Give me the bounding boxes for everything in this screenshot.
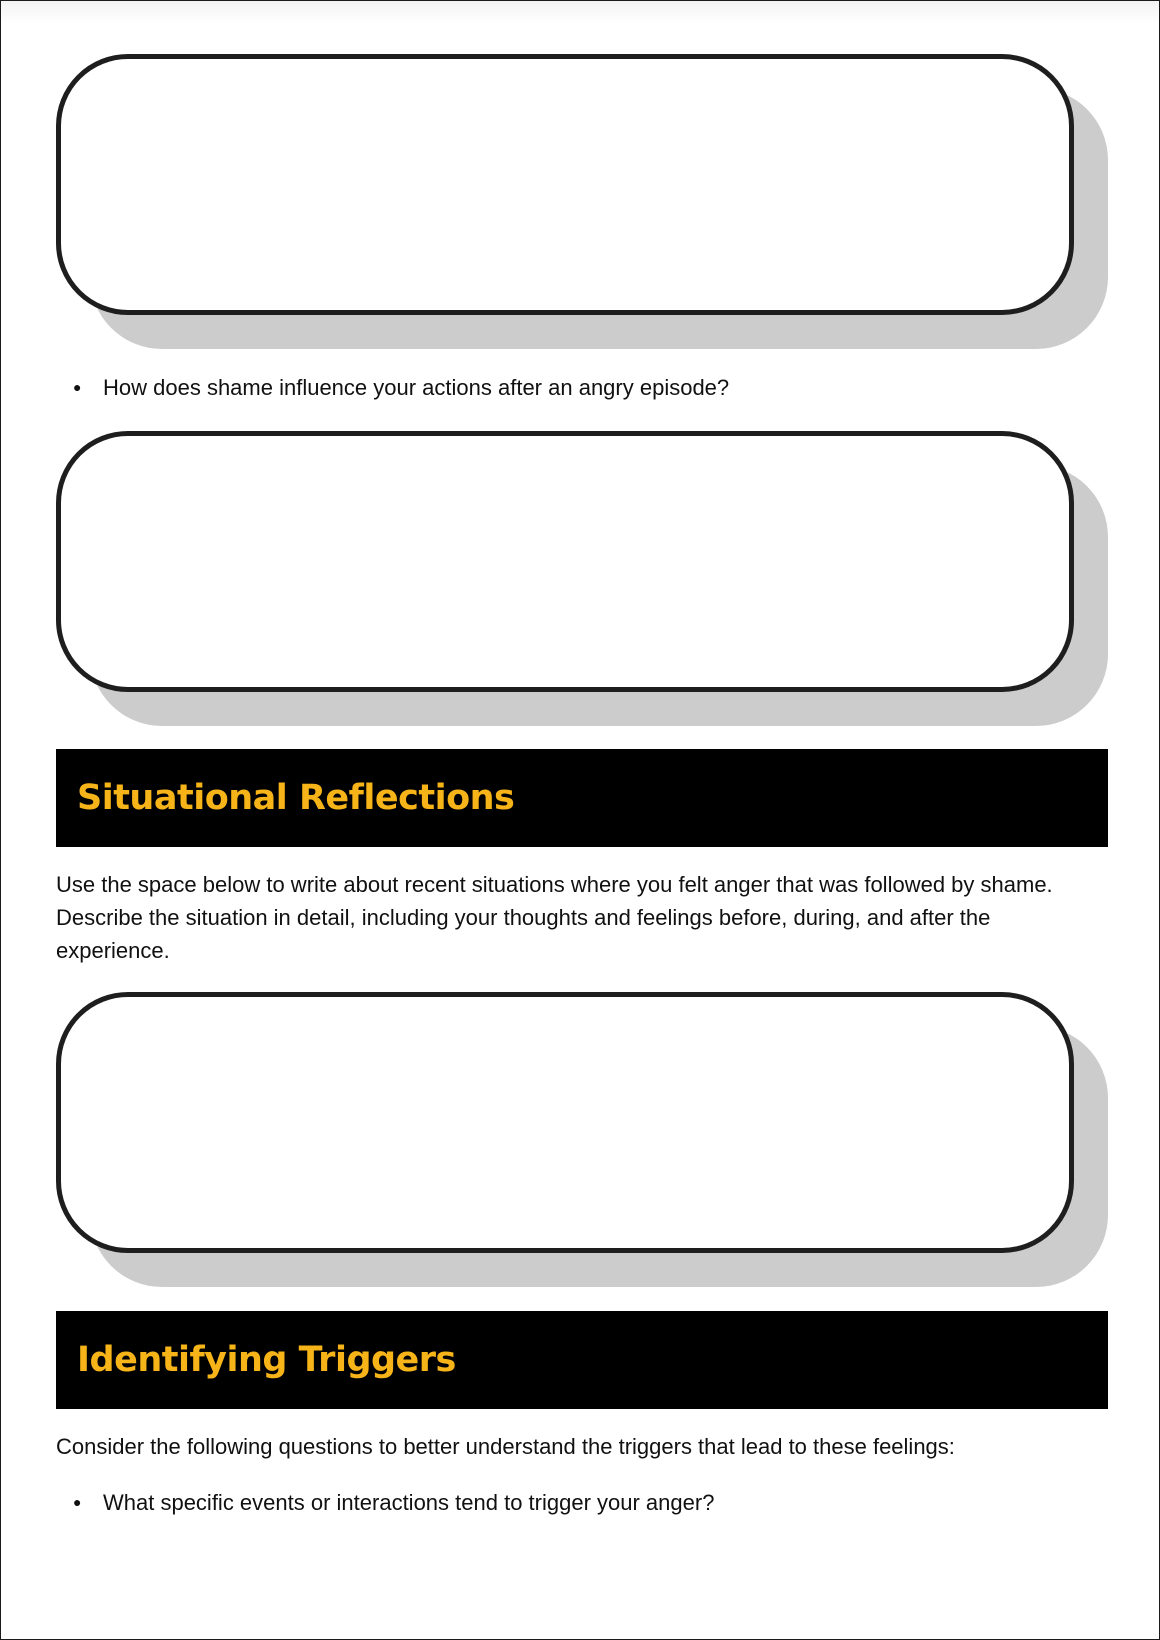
question-text: What specific events or interactions tend to trigger your anger?	[103, 1490, 715, 1515]
question-text: How does shame influence your actions after an angry episode?	[103, 375, 730, 400]
question-trigger-events	[73, 1488, 714, 1519]
section-header-identifying-triggers	[56, 1311, 1108, 1409]
triggers-intro: Consider the following questions to better understand the triggers that lead to these feelings:	[56, 1434, 955, 1459]
question-shame-actions	[73, 373, 729, 404]
answer-box-writing-area[interactable]	[56, 431, 1074, 692]
section-title: Situational Reflections	[77, 778, 515, 818]
section-title: Identifying Triggers	[77, 1340, 456, 1380]
answer-box-writing-area[interactable]	[56, 992, 1074, 1253]
answer-box-previous-question[interactable]	[56, 54, 1108, 349]
answer-box-shame-actions[interactable]	[56, 431, 1108, 726]
situational-instructions: Use the space below to write about recent situations where you felt anger that was followed by shame. Describe the situation in detail, including your thoughts and feelings before, during, and after the experience.	[56, 872, 1053, 963]
answer-box-situational-reflections[interactable]	[56, 992, 1108, 1287]
page-top-edge	[1, 1, 1159, 23]
answer-box-writing-area[interactable]	[56, 54, 1074, 315]
section-header-situational-reflections	[56, 749, 1108, 847]
bullet-icon: ●	[73, 1494, 82, 1511]
bullet-icon: ●	[73, 379, 82, 396]
